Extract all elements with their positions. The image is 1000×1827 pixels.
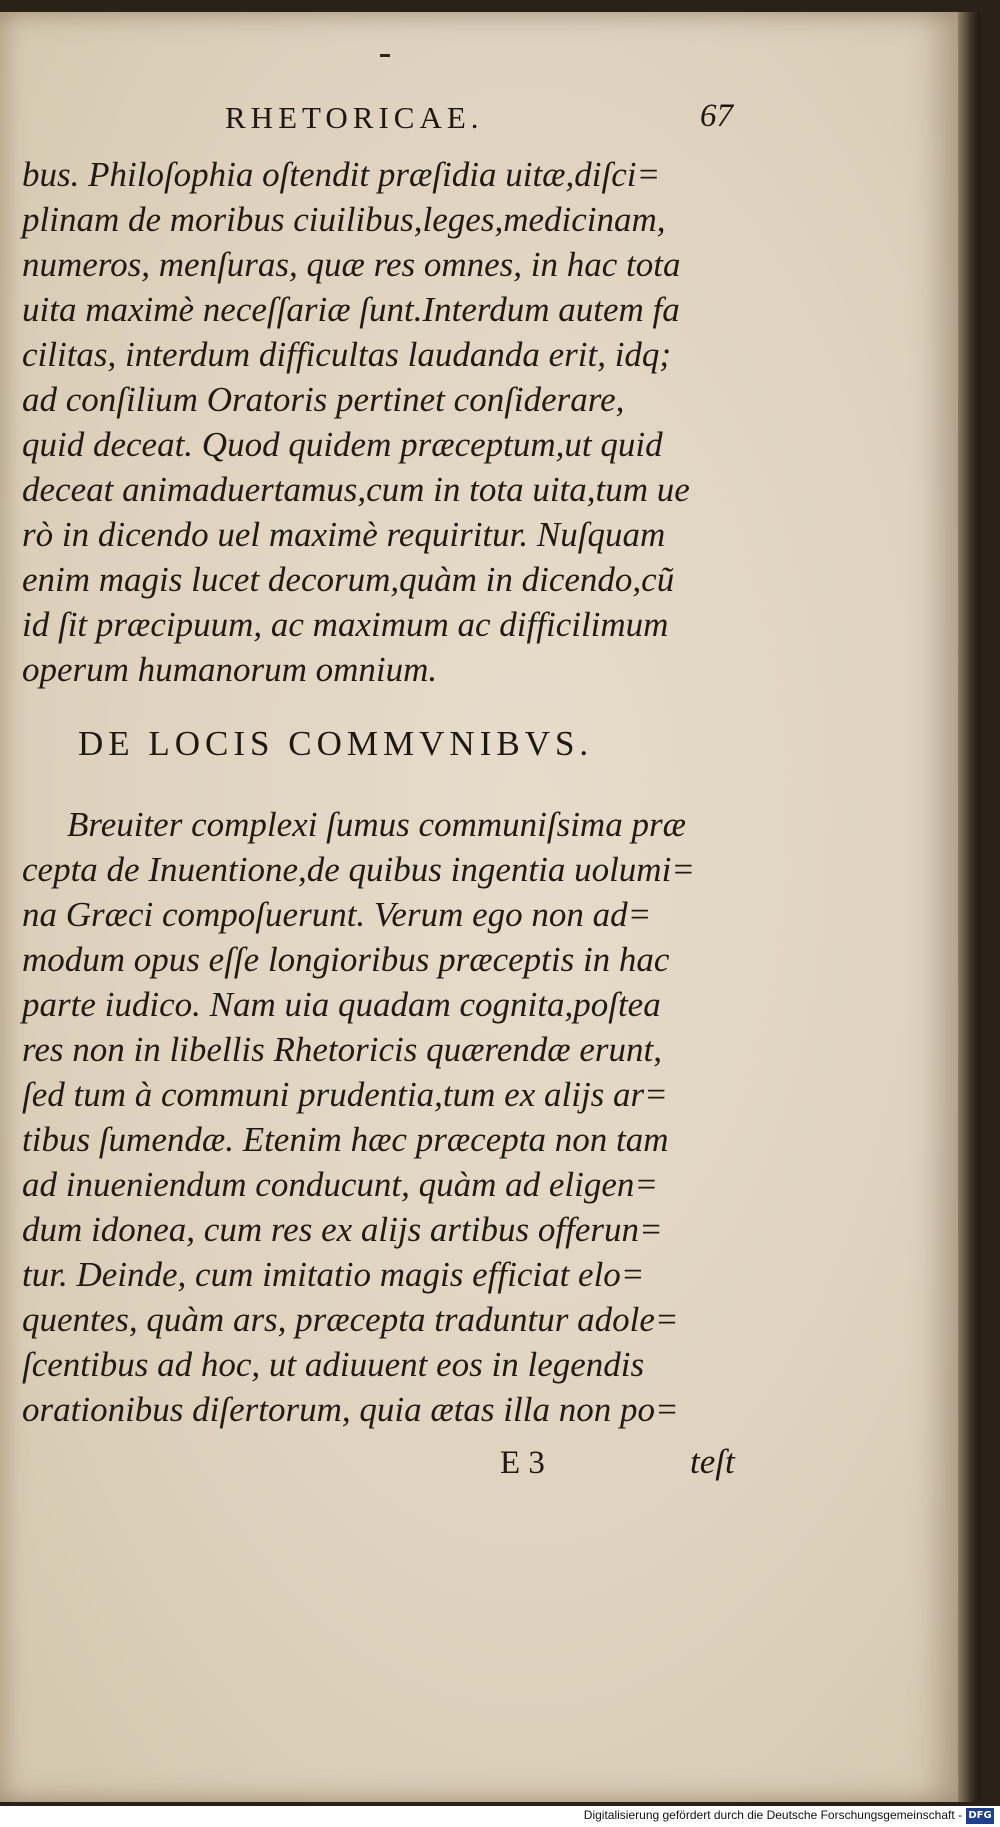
- section-heading: DE LOCIS COMMVNIBVS.: [78, 724, 594, 763]
- running-head: RHETORICAE.: [225, 100, 484, 135]
- text-line: cepta de Inuentione,de quibus ingentia uolumi=: [22, 850, 695, 889]
- text-line: plinam de moribus ciuilibus,leges,medicinam,: [22, 200, 666, 239]
- text-line: tibus ſumendæ. Etenim hæc præcepta non tam: [22, 1120, 669, 1159]
- text-line: bus. Philoſophia oſtendit præſidia uitæ,diſci=: [22, 155, 661, 194]
- text-line: orationibus diſertorum, quia ætas illa non po=: [22, 1390, 679, 1429]
- text-line: tur. Deinde, cum imitatio magis efficiat elo=: [22, 1255, 645, 1294]
- text-block-1: [22, 152, 752, 692]
- text-line: deceat animaduertamus,cum in tota uita,tum ue: [22, 470, 690, 509]
- text-line: parte iudico. Nam uia quadam cognita,poſtea: [22, 985, 661, 1024]
- text-line: quentes, quàm ars, præcepta traduntur adole=: [22, 1300, 679, 1339]
- text-line: numeros, menſuras, quæ res omnes, in hac tota: [22, 245, 681, 284]
- text-line: quid deceat. Quod quidem præceptum,ut quid: [22, 425, 663, 464]
- text-line: modum opus eſſe longioribus præceptis in hac: [22, 940, 670, 979]
- text-line: operum humanorum omnium.: [22, 650, 438, 689]
- text-line: Breuiter complexi ſumus communiſsima præ: [67, 805, 686, 844]
- signature-mark: E 3: [500, 1445, 545, 1481]
- book-page: [0, 12, 961, 1802]
- text-block-2: [22, 802, 752, 1432]
- page-number: 67: [700, 98, 733, 134]
- top-mark: [380, 54, 390, 57]
- text-line: ad conſilium Oratoris pertinet conſiderare,: [22, 380, 625, 419]
- text-line: uita maximè neceſſariæ ſunt.Interdum autem fa: [22, 290, 680, 329]
- text-line: res non in libellis Rhetoricis quærendæ erunt,: [22, 1030, 663, 1069]
- text-line: dum idonea, cum res ex alijs artibus offerun=: [22, 1210, 663, 1249]
- text-line: rò in dicendo uel maximè requiritur. Nuſquam: [22, 515, 666, 554]
- text-line: na Græci compoſuerunt. Verum ego non ad=: [22, 895, 652, 934]
- text-line: cilitas, interdum difficultas laudanda erit, idq;: [22, 335, 672, 374]
- dfg-logo: DFG: [966, 1808, 994, 1824]
- text-line: enim magis lucet decorum,quàm in dicendo,cũ: [22, 560, 675, 599]
- catchword: teſt: [690, 1442, 735, 1481]
- footer-credit: Digitalisierung gefördert durch die Deutsche Forschungsgemeinschaft -: [583, 1808, 962, 1822]
- text-line: id ſit præcipuum, ac maximum ac difficilimum: [22, 605, 669, 644]
- page-edge: [958, 12, 980, 1802]
- text-line: ſcentibus ad hoc, ut adiuuent eos in legendis: [22, 1345, 645, 1384]
- text-line: ad inueniendum conducunt, quàm ad eligen=: [22, 1165, 658, 1204]
- text-line: ſed tum à communi prudentia,tum ex alijs ar=: [22, 1075, 668, 1114]
